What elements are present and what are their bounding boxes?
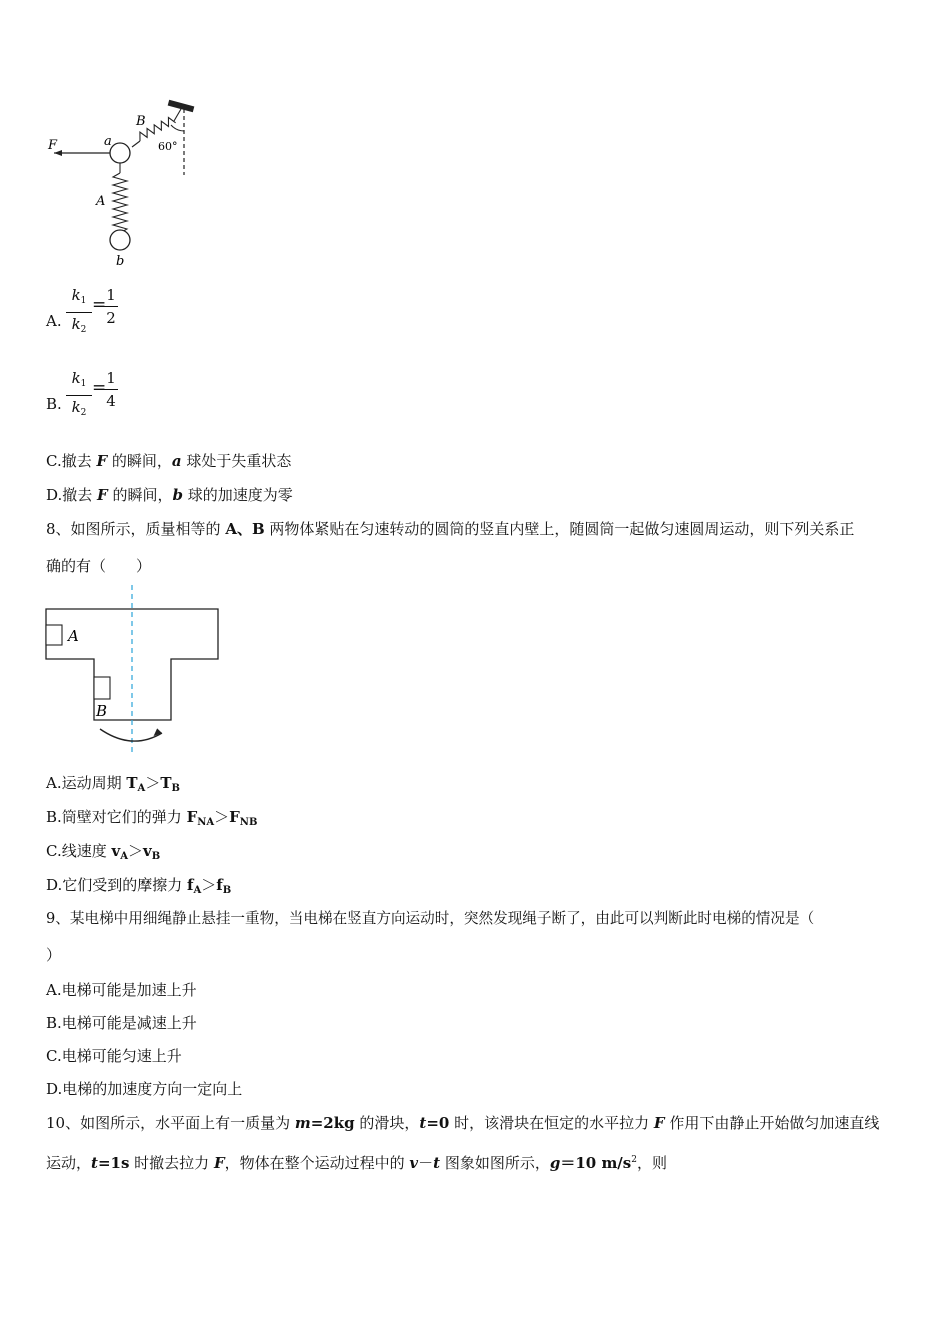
text: 8、如图所示，质量相等的 [46, 520, 226, 538]
sub: 1 [80, 296, 87, 306]
text: C.线速度 [46, 842, 112, 860]
q8-option-a[interactable] [46, 773, 180, 799]
text: － [418, 1154, 434, 1172]
var: f [187, 876, 194, 894]
block-A [46, 625, 62, 645]
value: =0 [426, 1114, 450, 1132]
var-g: g [549, 1154, 561, 1172]
q8-stem-line1 [46, 519, 854, 539]
rhs-numerator: 1 [104, 367, 118, 390]
option-prefix: B. [46, 395, 62, 413]
fraction-denominator: k [71, 398, 81, 416]
text: 时，该滑块在恒定的水平拉力 [449, 1114, 654, 1132]
bold-text: A、B [225, 520, 265, 538]
q9-option-a[interactable]: A.电梯可能是加速上升 [46, 981, 197, 999]
sup: 2 [631, 1155, 637, 1165]
fraction-denominator: k [71, 315, 81, 333]
option-prefix: A. [46, 312, 62, 330]
ceiling-support [168, 100, 195, 113]
var-b: b [172, 486, 183, 504]
text: B.筒壁对它们的弹力 [46, 808, 187, 826]
label-A: A [96, 194, 106, 209]
sub: A [193, 885, 202, 896]
sub: B [222, 885, 232, 896]
sub: A [120, 851, 128, 862]
var-t: t [433, 1154, 441, 1172]
var-m: m [294, 1114, 311, 1132]
var-t: t [91, 1154, 98, 1172]
var: F [229, 808, 240, 826]
var-F: F [97, 486, 108, 504]
text: D.撤去 [46, 486, 98, 504]
text: D.它们受到的摩擦力 [46, 876, 188, 894]
q9-stem-line1: 9、某电梯中用细绳静止悬挂一重物，当电梯在竖直方向运动时，突然发现绳子断了，由此可以判断此时电梯的情况是（ [46, 910, 815, 927]
label-B: B [136, 114, 146, 129]
gt: ＞ [127, 842, 143, 860]
sub: 1 [80, 379, 87, 389]
sub: 2 [80, 325, 87, 335]
sub: NB [239, 817, 258, 828]
q9-stem-line2: ） [46, 946, 62, 964]
q7-option-d[interactable] [46, 485, 293, 505]
q9-option-d[interactable]: D.电梯的加速度方向一定向上 [46, 1080, 243, 1098]
equals: = [92, 295, 107, 315]
q10-stem-line1 [46, 1113, 879, 1133]
var-F: F [653, 1114, 665, 1132]
text: 的瞬间， [107, 452, 172, 470]
q9-option-c[interactable]: C.电梯可能匀速上升 [46, 1047, 182, 1065]
text: 两物体紧贴在匀速转动的圆筒的竖直内壁上，随圆筒一起做匀速圆周运动，则下列关系正 [264, 520, 855, 538]
label-A: A [68, 627, 79, 645]
var-F: F [213, 1154, 225, 1172]
q7-option-b[interactable] [46, 367, 166, 417]
fraction-numerator: k [71, 286, 81, 304]
text: 图象如图所示， [440, 1154, 550, 1172]
q7-option-a[interactable] [46, 284, 166, 334]
sub: NA [197, 817, 215, 828]
var: v [111, 842, 121, 860]
text: 球的加速度为零 [182, 486, 293, 504]
q10-stem-line2 [46, 1150, 667, 1173]
gt: ＞ [214, 808, 230, 826]
q8-option-c[interactable] [46, 841, 160, 867]
label-F: F [48, 138, 58, 153]
spring-system-figure [40, 95, 210, 275]
label-a: a [104, 134, 112, 149]
var-a: a [171, 452, 182, 470]
sub: 2 [80, 408, 87, 418]
value: =1s [97, 1154, 130, 1172]
text: 运动， [46, 1154, 92, 1172]
equals: = [92, 378, 107, 398]
angle-label: 60° [158, 140, 178, 153]
rhs-denominator: 4 [106, 392, 116, 410]
label-B: B [96, 702, 108, 720]
text: ，物体在整个运动过程中的 [224, 1154, 410, 1172]
value: ＝10 m/s [560, 1154, 632, 1172]
rotation-arrow [100, 729, 162, 741]
sub: B [171, 783, 180, 794]
var: T [126, 774, 138, 792]
cylinder-figure [40, 585, 230, 755]
spring-A [113, 163, 127, 233]
q9-option-b[interactable]: B.电梯可能是减速上升 [46, 1014, 197, 1032]
var-F: F [96, 452, 108, 470]
q8-option-d[interactable] [46, 875, 231, 901]
ball-a [110, 143, 130, 163]
text: 10、如图所示，水平面上有一质量为 [46, 1114, 295, 1132]
text: ，则 [636, 1154, 667, 1172]
text: 时撤去拉力 [129, 1154, 214, 1172]
text: 的滑块， [354, 1114, 420, 1132]
rhs-numerator: 1 [104, 284, 118, 307]
text: 作用下由静止开始做匀加速直线 [664, 1114, 880, 1132]
sub: A [137, 783, 146, 794]
q7-option-c[interactable] [46, 451, 291, 471]
text: C.撤去 [46, 452, 97, 470]
ball-b [110, 230, 130, 250]
var-t: t [419, 1114, 427, 1132]
text: A.运动周期 [46, 774, 127, 792]
text: 球处于失重状态 [181, 452, 292, 470]
value: =2kg [310, 1114, 355, 1132]
text: 的瞬间， [107, 486, 173, 504]
label-b: b [116, 254, 125, 269]
block-B [94, 677, 110, 699]
sub: B [151, 851, 161, 862]
var: T [160, 774, 172, 792]
var: f [216, 876, 223, 894]
rhs-denominator: 2 [106, 309, 116, 327]
var: F [186, 808, 198, 826]
var: v [142, 842, 152, 860]
fraction-numerator: k [71, 369, 81, 387]
q8-stem-line2: 确的有（ ） [46, 557, 152, 575]
gt: ＞ [145, 774, 161, 792]
q8-option-b[interactable] [46, 807, 257, 833]
gt: ＞ [201, 876, 217, 894]
var-v: v [409, 1154, 419, 1172]
